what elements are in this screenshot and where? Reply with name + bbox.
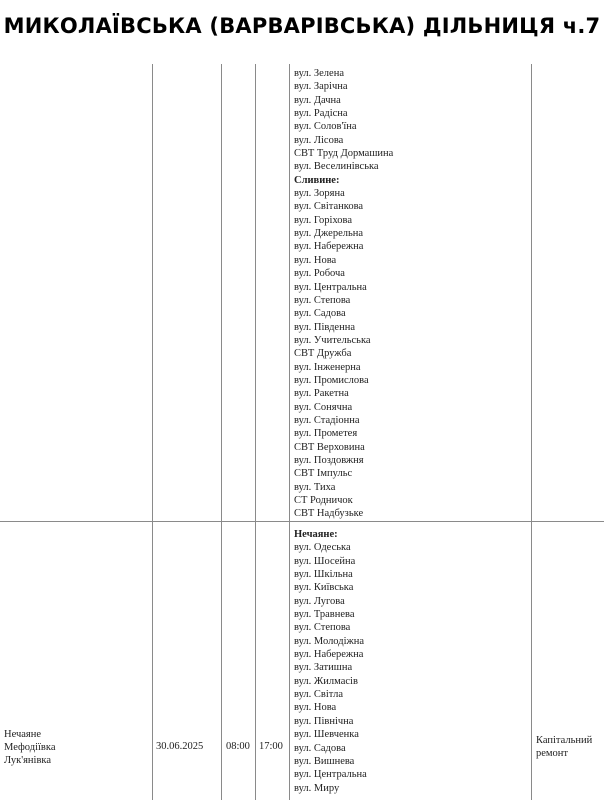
street-item: вул. Робоча (294, 268, 345, 280)
reason-line: ремонт (536, 748, 569, 759)
street-item: СВТ Дружба (294, 348, 352, 360)
row-divider (0, 521, 604, 522)
street-item: вул. Шосейна (294, 555, 356, 567)
street-item: вул. Набережна (294, 649, 364, 661)
street-item: вул. Радісна (294, 108, 348, 120)
street-item: вул. Зарічна (294, 81, 348, 93)
street-item: вул. Набережна (294, 241, 364, 253)
time-to-cell: 17:00 (259, 741, 283, 752)
street-item: вул. Солов'їна (294, 121, 357, 133)
street-item: СВТ Імпульс (294, 468, 353, 480)
column-divider (255, 64, 256, 800)
street-item: вул. Миру (294, 782, 340, 794)
street-item: вул. Садова (294, 742, 346, 754)
street-item: СВТ Верховина (294, 441, 365, 453)
street-item: вул. Горіхова (294, 214, 353, 226)
street-item: вул. Поздовжня (294, 454, 364, 466)
street-item: СВТ Надбузьке (294, 508, 364, 520)
street-list-top (294, 67, 393, 521)
column-divider (289, 64, 290, 800)
street-item: вул. Тиха (294, 481, 336, 493)
reason-line: Капітальний (536, 735, 593, 746)
street-item: вул. Інженерна (294, 361, 361, 373)
street-item: вул. Степова (294, 294, 351, 306)
street-item: вул. Степова (294, 622, 351, 634)
street-item: вул. Джерельна (294, 228, 364, 240)
column-divider (221, 64, 222, 800)
street-item: вул. Нова (294, 702, 337, 714)
settlement-heading: Сливине: (294, 174, 340, 186)
street-item: вул. Ракетна (294, 388, 349, 400)
street-list-nechaiane (294, 528, 367, 795)
street-item: вул. Шкільна (294, 569, 353, 581)
street-item: вул. Північна (294, 715, 354, 727)
settlement-name: Лук'янівка (4, 755, 52, 766)
street-item: вул. Учительська (294, 334, 371, 346)
street-item: вул. Садова (294, 308, 346, 320)
street-item: вул. Одеська (294, 542, 351, 554)
reason-cell (536, 734, 592, 760)
settlement-heading: Нечаяне: (294, 529, 338, 540)
street-item: вул. Центральна (294, 281, 367, 293)
street-item: вул. Стадіонна (294, 414, 360, 426)
street-item: СВТ Труд Дормашина (294, 148, 394, 160)
street-item: вул. Зоряна (294, 188, 345, 200)
street-item: вул. Зелена (294, 68, 344, 79)
street-item: вул. Київська (294, 582, 354, 594)
page-title: МИКОЛАЇВСЬКА (ВАРВАРІВСЬКА) ДІЛЬНИЦЯ ч.7 (3, 14, 601, 38)
street-item: вул. Світла (294, 689, 343, 701)
schedule-table (0, 64, 604, 800)
street-item: вул. Промислова (294, 374, 369, 386)
street-item: вул. Молодіжна (294, 635, 365, 647)
street-item: вул. Лісова (294, 134, 344, 146)
street-item: вул. Прометея (294, 428, 358, 440)
street-item: вул. Сонячна (294, 401, 353, 413)
street-item: вул. Дачна (294, 94, 341, 106)
street-item: вул. Веселинівська (294, 161, 379, 173)
street-item: вул. Травнева (294, 609, 355, 621)
settlement-name: Мефодіївка (4, 742, 56, 753)
street-item: вул. Південна (294, 321, 355, 333)
street-item: вул. Затишна (294, 662, 353, 674)
street-item: вул. Жилмасів (294, 675, 358, 687)
street-item: СТ Родничок (294, 495, 353, 506)
time-from-cell: 08:00 (226, 741, 250, 752)
street-item: вул. Шевченка (294, 729, 359, 741)
street-item: вул. Центральна (294, 769, 367, 781)
date-cell: 30.06.2025 (156, 741, 204, 752)
settlement-name: Нечаяне (4, 729, 42, 740)
column-divider (531, 64, 532, 800)
street-item: вул. Світанкова (294, 201, 364, 213)
street-item: вул. Вишнева (294, 755, 355, 767)
street-item: вул. Лугова (294, 595, 345, 607)
settlements-cell (4, 728, 55, 767)
street-item: вул. Нова (294, 254, 337, 266)
column-divider (152, 64, 153, 800)
